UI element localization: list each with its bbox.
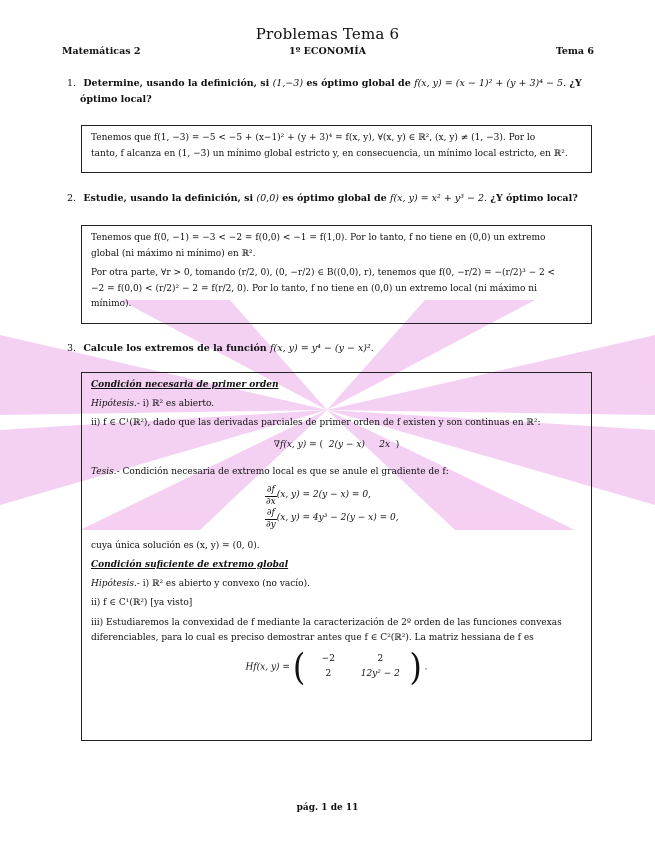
problem-1-statement: 1. Determine, usando la definición, si (1,−3) es óptimo global de f(x, y) = (x − 1)² + (y + 3)⁴ − 5. ¿Y óptimo local?: [67, 78, 582, 105]
topic-label: Tema 6: [555, 46, 594, 57]
page-number: pág. 1 de 11: [296, 803, 359, 813]
problem-3-statement: 3. Calcule los extremos de la función f(x, y) = y⁴ − (y − x)².: [67, 343, 374, 354]
hessian-matrix: ( −2 2 2 12y² − 2 ): [292, 644, 422, 689]
section-sufficient-title: Condición suficiente de extremo global: [91, 560, 289, 570]
partial-fraction-y: $\frac{\partial f}{\partial y}$: [266, 507, 276, 530]
unique-solution: cuya única solución es (x, y) = (0, 0).: [91, 540, 260, 551]
partial-derivative-system: $\frac{\partial f}{\partial x}$ (x, y) = 2(y − x) = 0, $\frac{\partial f}{\partial y}$ (x, y) = 4y³ − 2(y − x) = 0,: [266, 484, 399, 530]
page-title: Problemas Tema 6: [255, 25, 400, 43]
gradient-equation: ∇f(x, y) = ( 2(y − x) 2x ): [273, 439, 400, 450]
hypothesis-ii: ii) f ∈ C¹(ℝ²), dado que las derivadas parciales de primer orden de f existen y son continuas en ℝ²:: [91, 418, 541, 428]
hessian-equation: Hf(x, y) = ( −2 2 2 12y² − 2 ) .: [245, 644, 428, 689]
problem-2-statement: 2. Estudie, usando la definición, si (0,0) es óptimo global de f(x, y) = x² + y³ − 2. ¿Y óptimo local?: [67, 193, 578, 204]
course-name: Matemáticas 2: [62, 46, 141, 57]
problem-3-answer-box: Condición necesaria de primer orden Hipótesis.- i) ℝ² es abierto. ii) f ∈ C¹(ℝ²), dado que las derivadas parciales de primer orden de f existen y son continuas en ℝ²: ∇f(x, y) = ( 2(y − x) 2x ) Tesis.- Condición necesaria de extremo local es que se anule el gradiente de f: $\frac{\partial f}{\partial x}$ (x, y) = 2(y − x) = 0, $\frac{\partial f}{\partial y}$ (x, y) = 4y³ − 2(y − x) = 0, cuya única solución es (x, y) = (0, 0). Condición suficiente de extremo global Hipótesis.- i) ℝ² es abierto y convexo (no vacío). ii) f ∈ C¹(ℝ²) [ya visto] iii) Estudiaremos la convexidad de f mediante la caracterización de 2º orden de las funciones convexas diferenciables, para lo cual es preciso demostrar antes que f ∈ C²(ℝ²). La matriz hessiana de f es Hf(x, y) = ( −2 2 2 12y² − 2 ) .: [81, 372, 592, 741]
partial-fraction-x: $\frac{\partial f}{\partial x}$: [266, 484, 276, 507]
problem-2-answer-box: Tenemos que f(0, −1) = −3 < −2 = f(0,0) < −1 = f(1,0). Por lo tanto, f no tiene en (0,0) un extremo global (ni máximo ni mínimo) en ℝ². Por otra parte, ∀r > 0, tomando (r/2, 0), (0, −r/2) ∈ B((0,0), r), tenemos que f(0, −r/2) = −(r/2)³ − 2 < −2 = f(0,0) < (r/2)² − 2 = f(r/2, 0). Por lo tanto, f no tiene en (0,0) un extremo local (ni máximo ni mínimo).: [81, 225, 592, 324]
course-level: 1º ECONOMÍA: [288, 46, 367, 57]
hypothesis-2-ii: ii) f ∈ C¹(ℝ²) [ya visto]: [91, 598, 193, 608]
problem-1-answer-box: Tenemos que f(1, −3) = −5 < −5 + (x−1)² + (y + 3)⁴ = f(x, y), ∀(x, y) ∈ ℝ², (x, y) ≠ (1, −3). Por lo tanto, f alcanza en (1, −3) un mínimo global estricto y, en consecuencia, un mínimo local estricto, en ℝ².: [81, 125, 592, 173]
section-first-order-title: Condición necesaria de primer orden: [91, 380, 279, 390]
